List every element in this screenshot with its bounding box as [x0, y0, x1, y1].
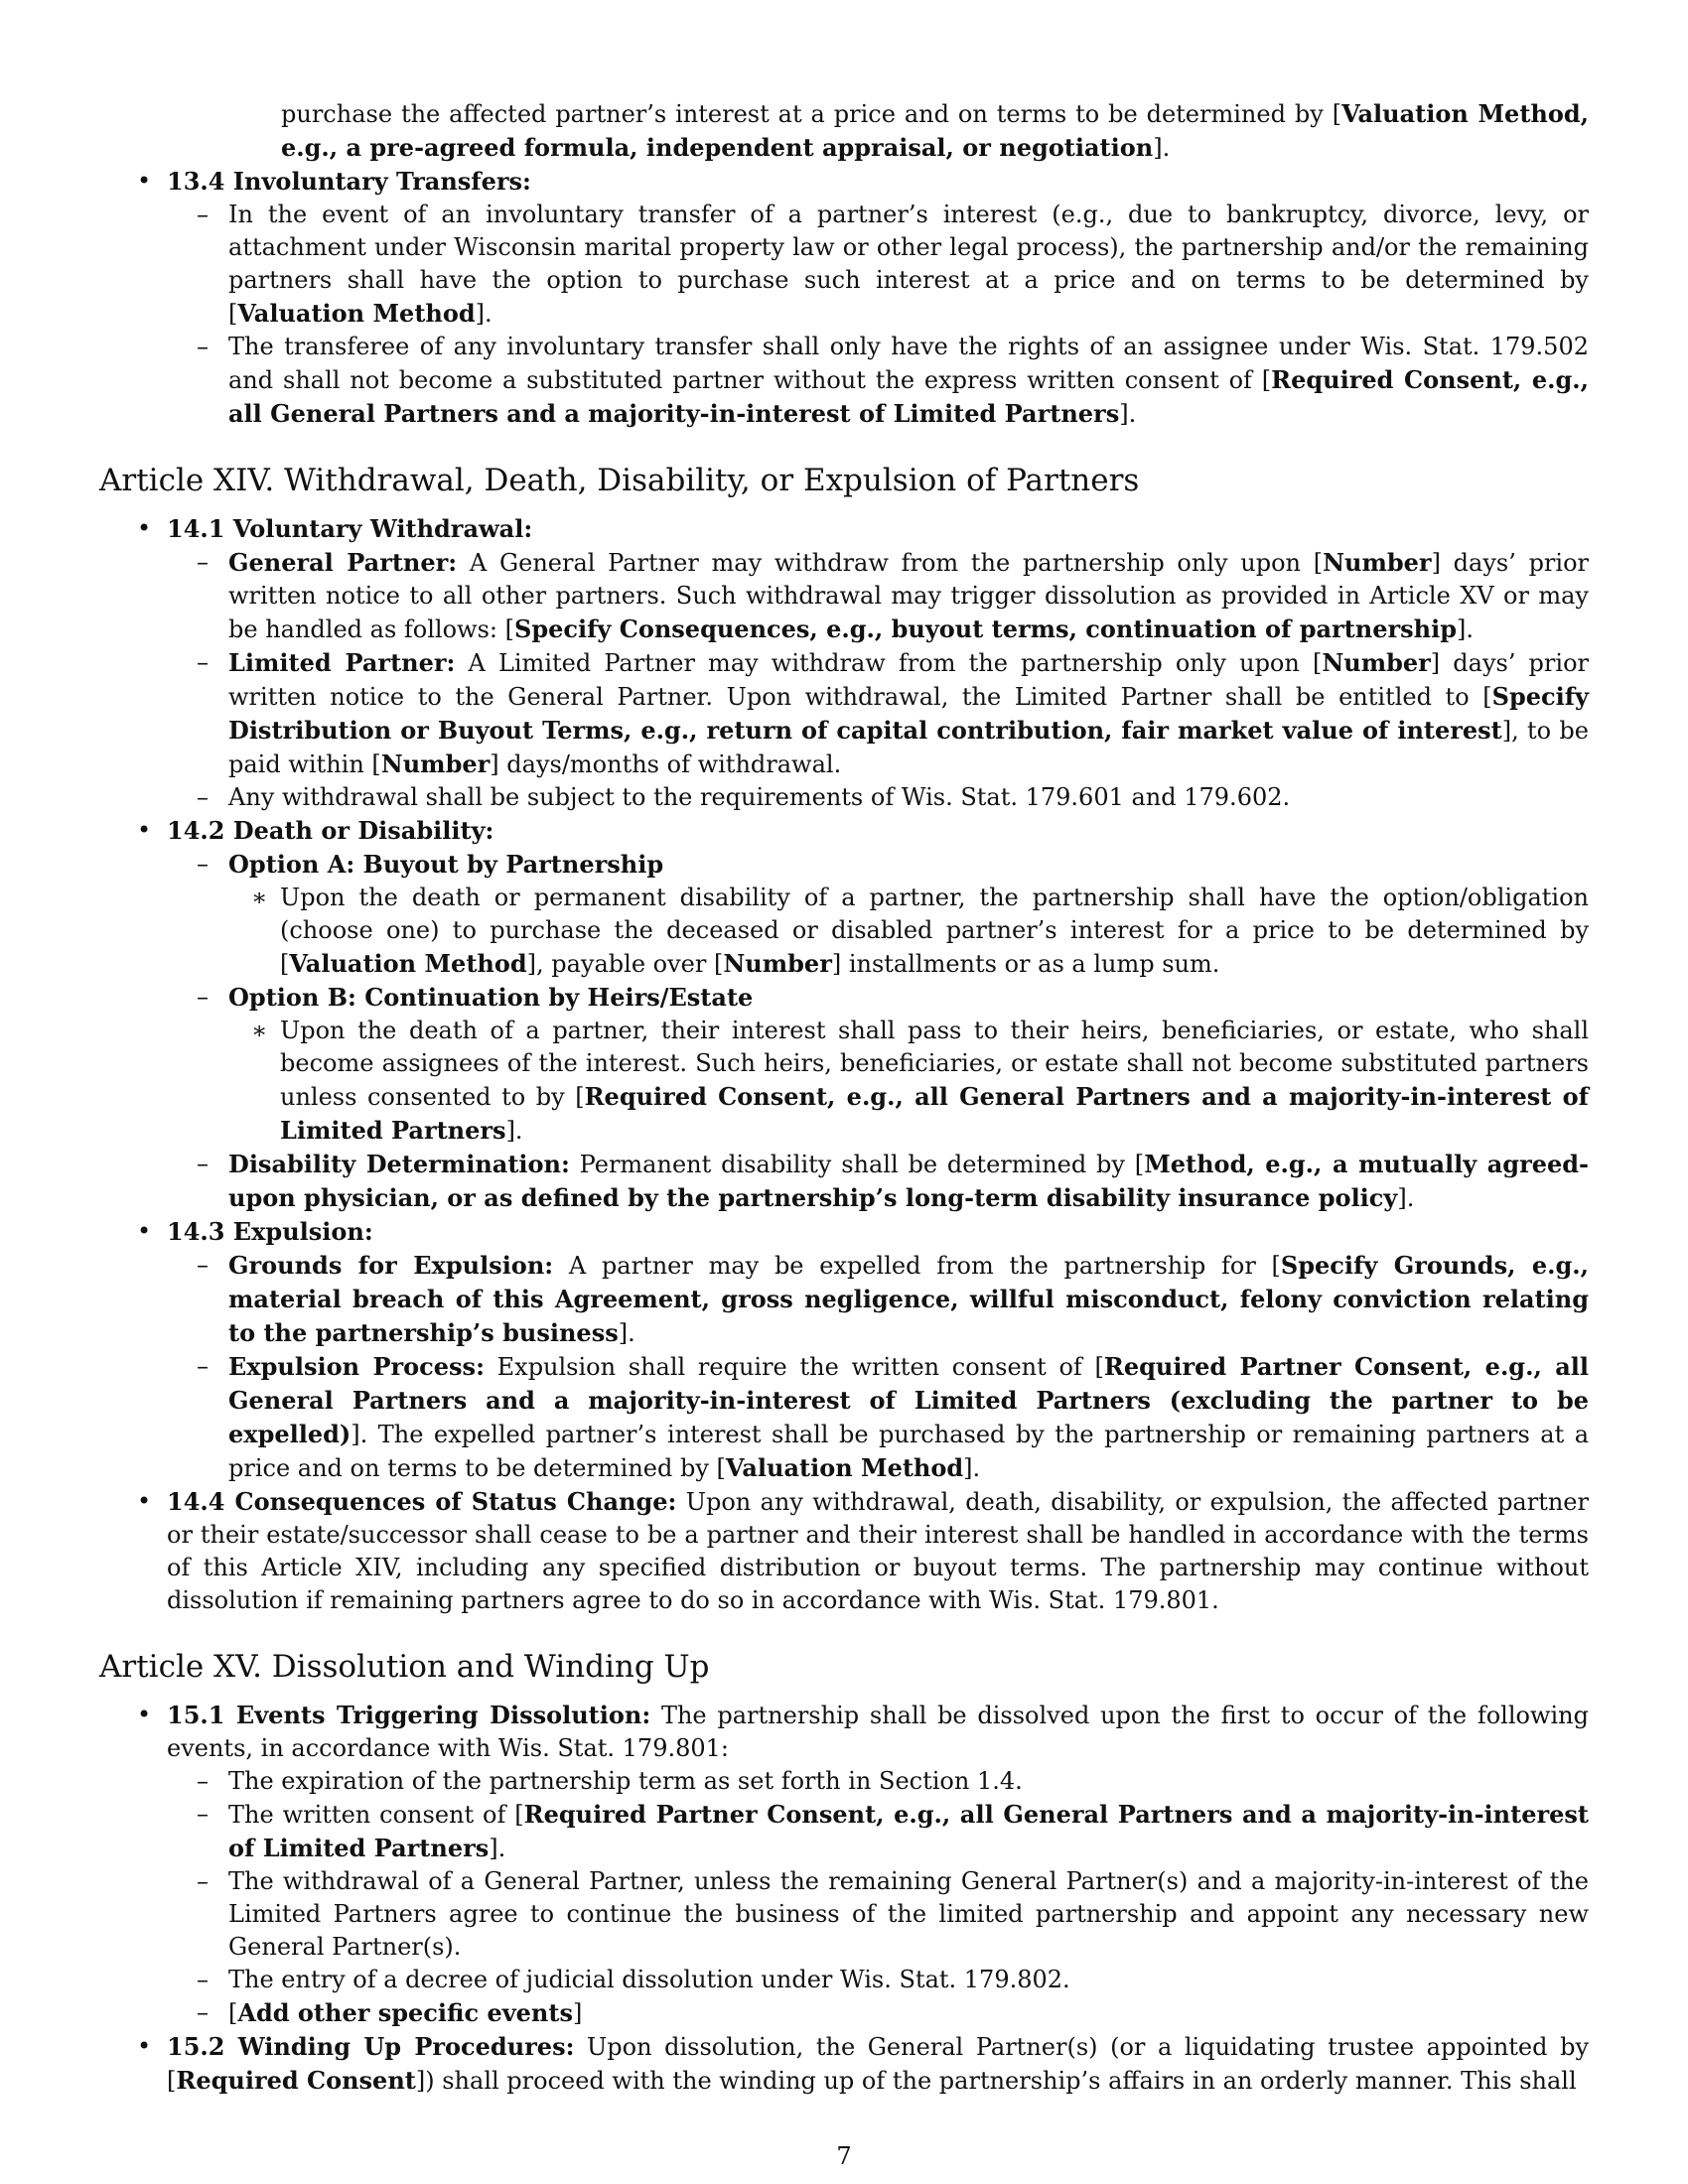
section-14-1 — [99, 512, 1589, 546]
placeholder-text: Add other specific events — [237, 1998, 573, 2027]
placeholder-text: Method, e.g., a mutually agreed-upon physician, or as defined by the partnership’s long-term disability insurance policy — [228, 1150, 1589, 1212]
list-item — [99, 1964, 1589, 1996]
text: Upon any withdrawal, death, disability, or expulsion, the affected partner or their estate/successor shall cease to be a partner and their interest shall be handled in accordance with the terms of this Article XIV, including any specified distribution or buyout terms. The partnership may continue without dissolution if remaining partners agree to do so in accordance with Wis. Stat. 179.801. — [167, 1488, 1589, 1614]
text: ]. — [1457, 615, 1474, 643]
section-heading: 14.1 Voluntary Withdrawal: — [167, 514, 533, 543]
placeholder-text: Specify Distribution or Buyout Terms, e.g., return of capital contribution, fair market value of interest — [228, 682, 1589, 745]
section-15-1 — [99, 1699, 1589, 1765]
text: Expulsion shall require the written consent of [ — [484, 1353, 1104, 1381]
text: ] — [572, 1999, 583, 2027]
placeholder-text: Number — [1322, 648, 1431, 677]
dash-icon: – — [197, 1800, 209, 1828]
placeholder-text: Number — [723, 949, 832, 978]
bullet-icon: • — [137, 1217, 152, 1245]
item-label: Option B: Continuation by Heirs/Estate — [228, 983, 754, 1012]
placeholder-text: Valuation Method — [237, 299, 476, 328]
list-item — [99, 1350, 1589, 1485]
text: Permanent disability shall be determined by [ — [569, 1151, 1145, 1178]
section-heading: 13.4 Involuntary Transfers: — [167, 167, 531, 196]
text: ]. — [475, 300, 492, 328]
article-15-list — [99, 1699, 1589, 2098]
placeholder-text: Number — [380, 750, 491, 778]
list-item — [99, 1996, 1589, 2030]
section-14-4 — [99, 1485, 1589, 1617]
text: A partner may be expelled from the partnership for [ — [553, 1252, 1281, 1280]
text: ]. — [963, 1454, 981, 1482]
list-item — [99, 331, 1589, 431]
text: purchase the affected partner’s interest at a price and on terms to be determined by [ — [281, 100, 1342, 128]
text: ]. — [505, 1117, 523, 1145]
text: The withdrawal of a General Partner, unless the remaining General Partner(s) and a majority-in-interest of the Limited Partners agree to continue the business of the limited partnership and appoint any necessary new General Partner(s). — [228, 1867, 1589, 1961]
placeholder-text: Required Partner Consent, e.g., all General Partners and a majority-in-interest of Limited Partners (excluding the partner to be expelled) — [228, 1352, 1590, 1448]
section-heading: 15.1 Events Triggering Dissolution: — [167, 1701, 651, 1729]
list-item — [99, 781, 1589, 814]
text: Upon dissolution, the General Partner(s) (or a liquidating trustee appointed by [ — [167, 2033, 1589, 2095]
text: Upon the death of a partner, their interest shall pass to their heirs, beneficiaries, or estate, who shall become assignees of the interest. Such heirs, beneficiaries, or estate shall not become substituted partners unless consented to by [ — [280, 1017, 1589, 1111]
text: In the event of an involuntary transfer of a partner’s interest (e.g., due to bankruptcy, divorce, levy, or attachment under Wisconsin marital property law or other legal process), the partnership and/or the remaining partners shall have the option to purchase such interest at a price and on terms to be determined by [ — [228, 201, 1589, 328]
placeholder-text: Specify Grounds, e.g., material breach of this Agreement, gross negligence, willful misconduct, felony conviction relating to the partnership’s business — [228, 1251, 1590, 1347]
dash-icon: – — [197, 1867, 209, 1895]
bullet-icon: • — [137, 816, 152, 844]
text: ]. — [1397, 1184, 1415, 1212]
section-heading: 15.2 Winding Up Procedures: — [167, 2032, 575, 2061]
item-label: Option A: Buyout by Partnership — [228, 850, 664, 879]
list-item — [99, 646, 1589, 781]
list-item — [99, 1765, 1589, 1798]
dash-icon: – — [197, 1150, 209, 1177]
text: The written consent of [ — [228, 1801, 524, 1829]
item-label: Grounds for Expulsion: — [228, 1251, 554, 1280]
text: ] days’ prior written notice to the General Partner. Upon withdrawal, the Limited Partner shall be entitled to [ — [228, 649, 1589, 711]
dash-icon: – — [197, 201, 209, 228]
text: ]. The expelled partner’s interest shall be purchased by the partnership or remaining partners at a price and on terms to be determined by [ — [228, 1421, 1589, 1482]
section-heading: 14.3 Expulsion: — [167, 1217, 373, 1246]
document-page — [99, 97, 1589, 2098]
bullet-icon: • — [137, 1487, 152, 1515]
bullet-icon: • — [137, 167, 152, 195]
text: The transferee of any involuntary transfer shall only have the rights of an assignee under Wis. Stat. 179.502 and shall not become a substituted partner without the express written consent of [ — [228, 333, 1589, 394]
section-14-2 — [99, 814, 1589, 848]
placeholder-text: Valuation Method — [725, 1453, 964, 1482]
text: ]) shall proceed with the winding up of the partnership’s affairs in an orderly manner. This shall — [415, 2067, 1577, 2095]
item-label: Limited Partner: — [228, 648, 456, 677]
sub-list-item — [99, 882, 1589, 981]
text: A Limited Partner may withdraw from the partnership only upon [ — [455, 649, 1323, 677]
list-item — [99, 981, 1589, 1015]
bullet-icon: • — [137, 514, 152, 542]
dash-icon: – — [197, 1966, 209, 1993]
text: ]. — [489, 1835, 506, 1862]
text: ] days’ prior written notice to all other partners. Such withdrawal may trigger dissolution as provided in Article XV or may be handled as follows: [ — [228, 549, 1590, 643]
article-15-title: Article XV. Dissolution and Winding Up — [99, 1649, 710, 1685]
list-item — [99, 1798, 1589, 1865]
text: Any withdrawal shall be subject to the requirements of Wis. Stat. 179.601 and 179.602. — [228, 783, 1291, 811]
dash-icon: – — [197, 783, 209, 811]
section-14-3 — [99, 1215, 1589, 1249]
asterisk-icon: ∗ — [251, 1017, 268, 1044]
text: The entry of a decree of judicial dissolution under Wis. Stat. 179.802. — [228, 1966, 1070, 1993]
dash-icon: – — [197, 1767, 209, 1795]
section-heading: 14.2 Death or Disability: — [167, 816, 494, 845]
item-label: General Partner: — [228, 548, 458, 577]
placeholder-text: Valuation Method — [289, 949, 527, 978]
text: ]. — [1153, 134, 1171, 162]
article-14-title: Article XIV. Withdrawal, Death, Disability, or Expulsion of Partners — [99, 463, 1140, 498]
section-13-4 — [99, 165, 1589, 199]
placeholder-text: Required Consent, e.g., all General Partners and a majority-in-interest of Limited Partners — [280, 1082, 1589, 1145]
dash-icon: – — [197, 333, 209, 360]
list-item — [99, 546, 1589, 646]
placeholder-text: Specify Consequences, e.g., buyout terms, continuation of partnership — [513, 614, 1457, 643]
list-item — [99, 1865, 1589, 1964]
text: ], to be paid within [ — [228, 717, 1589, 778]
text: A General Partner may withdraw from the partnership only upon [ — [457, 549, 1324, 577]
text: ], payable over [ — [526, 950, 724, 978]
item-label: Expulsion Process: — [228, 1352, 485, 1381]
text: ]. — [1119, 400, 1137, 428]
placeholder-text: Required Partner Consent, e.g., all General Partners and a majority-in-interest of Limited Partners — [228, 1800, 1589, 1862]
section-15-2 — [99, 2030, 1589, 2098]
dash-icon: – — [197, 850, 209, 878]
text: The expiration of the partnership term as set forth in Section 1.4. — [228, 1767, 1023, 1795]
text: [ — [228, 1999, 238, 2027]
sub-list-item — [99, 1015, 1589, 1148]
text: Upon the death or permanent disability of a partner, the partnership shall have the option/obligation (choose one) to purchase the deceased or disabled partner’s interest for a price to be determined by [ — [280, 884, 1589, 978]
text: ]. — [618, 1319, 635, 1347]
article-14-list — [99, 512, 1589, 1617]
list-item — [99, 1148, 1589, 1215]
continued-paragraph — [281, 97, 1589, 165]
text: The partnership shall be dissolved upon the first to occur of the following events, in accordance with Wis. Stat. 179.801: — [167, 1702, 1589, 1762]
bullet-icon: • — [137, 1701, 152, 1728]
dash-icon: – — [197, 648, 209, 676]
asterisk-icon: ∗ — [251, 884, 268, 911]
text: ] days/months of withdrawal. — [490, 751, 842, 778]
placeholder-text: Valuation Method, e.g., a pre-agreed formula, independent appraisal, or negotiation — [281, 99, 1589, 162]
dash-icon: – — [197, 548, 209, 576]
dash-icon: – — [197, 1998, 209, 2026]
dash-icon: – — [197, 1352, 209, 1380]
page-number: 7 — [836, 2142, 852, 2170]
section-heading: 14.4 Consequences of Status Change: — [167, 1487, 677, 1516]
placeholder-text: Required Consent — [176, 2066, 416, 2095]
list-item — [99, 1249, 1589, 1350]
list-item — [99, 848, 1589, 882]
placeholder-text: Required Consent, e.g., all General Partners and a majority-in-interest of Limited Partners — [228, 365, 1589, 428]
bullet-icon: • — [137, 2032, 152, 2060]
list-item — [99, 199, 1589, 331]
dash-icon: – — [197, 1251, 209, 1279]
item-label: Disability Determination: — [228, 1150, 570, 1178]
section-13-list — [99, 165, 1589, 431]
placeholder-text: Number — [1323, 548, 1432, 577]
text: ] installments or as a lump sum. — [831, 950, 1220, 978]
dash-icon: – — [197, 983, 209, 1011]
